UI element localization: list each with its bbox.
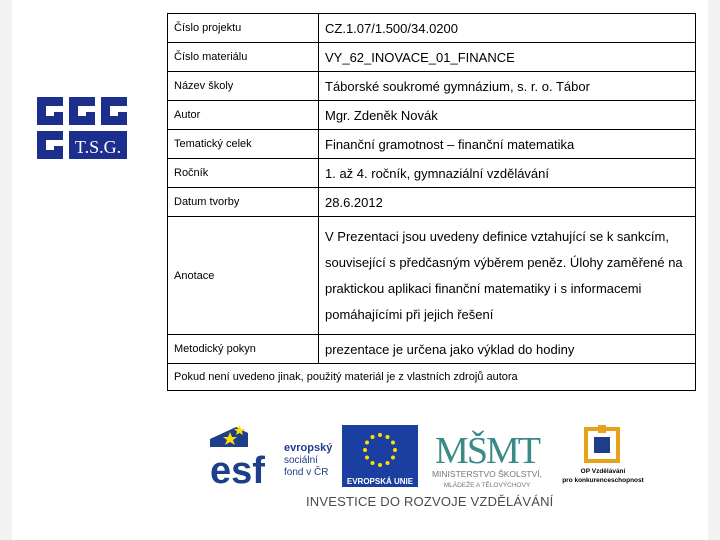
table-row — [168, 43, 696, 72]
row-label: Autor — [168, 101, 319, 130]
source-note: Pokud není uvedeno jinak, použitý materiál je z vlastních zdrojů autora — [168, 364, 696, 391]
esf-mark: esf — [210, 450, 265, 487]
row-label: Tematický celek — [168, 130, 319, 159]
table-row — [168, 159, 696, 188]
row-label: Číslo materiálu — [168, 43, 319, 72]
row-value: prezentace je určena jako výklad do hodiny — [319, 335, 696, 364]
row-label: Číslo projektu — [168, 14, 319, 43]
annotation-text: V Prezentaci jsou uvedeny definice vztahující se k sankcím, související s předčasným výběrem peněz. Úlohy zaměřené na praktickou aplikaci finanční matematiky i s informacemi pomáhajícími při jejich řešení — [319, 217, 696, 335]
investice-caption: INVESTICE DO ROZVOJE VZDĚLÁVÁNÍ — [306, 494, 554, 509]
msmt-line2: MLÁDEŽE A TĚLOVÝCHOVY — [443, 482, 531, 489]
row-value: Mgr. Zdeněk Novák — [319, 101, 696, 130]
school-logo-text: T.S.G. — [74, 137, 122, 157]
table-row — [168, 14, 696, 43]
row-label: Název školy — [168, 72, 319, 101]
row-value: VY_62_INOVACE_01_FINANCE — [319, 43, 696, 72]
row-label: Datum tvorby — [168, 188, 319, 217]
right-margin-strip — [708, 0, 720, 540]
row-label: Metodický pokyn — [168, 335, 319, 364]
msmt-logo — [422, 423, 552, 491]
eu-caption: EVROPSKÁ UNIE — [346, 477, 414, 486]
row-label: Anotace — [168, 217, 319, 335]
row-value: 28.6.2012 — [319, 188, 696, 217]
school-logo — [33, 91, 131, 168]
esf-line2: sociální — [284, 455, 318, 466]
row-value: CZ.1.07/1.500/34.0200 — [319, 14, 696, 43]
row-value: Táborské soukromé gymnázium, s. r. o. Tábor — [319, 72, 696, 101]
table-row — [168, 335, 696, 364]
msmt-mark: MŠMT — [435, 430, 539, 472]
row-value: Finanční gramotnost – finanční matematika — [319, 130, 696, 159]
table-footer-row — [168, 364, 696, 391]
eu-flag-logo — [342, 425, 418, 487]
table-row — [168, 72, 696, 101]
left-margin-strip — [0, 0, 12, 540]
table-row — [168, 217, 696, 335]
esf-line3: fond v ČR — [284, 467, 329, 478]
msmt-line1: MINISTERSTVO ŠKOLSTVÍ, — [431, 469, 543, 479]
op-logo — [560, 425, 646, 489]
op-line2: pro konkurenceschopnost — [562, 477, 644, 484]
esf-line1: evropský — [284, 442, 333, 454]
row-label: Ročník — [168, 159, 319, 188]
project-info-table — [167, 13, 696, 391]
table-row — [168, 101, 696, 130]
row-value: 1. až 4. ročník, gymnaziální vzdělávání — [319, 159, 696, 188]
op-line1: OP Vzdělávání — [580, 468, 626, 475]
table-row — [168, 130, 696, 159]
esf-logo — [208, 425, 336, 487]
table-row — [168, 188, 696, 217]
